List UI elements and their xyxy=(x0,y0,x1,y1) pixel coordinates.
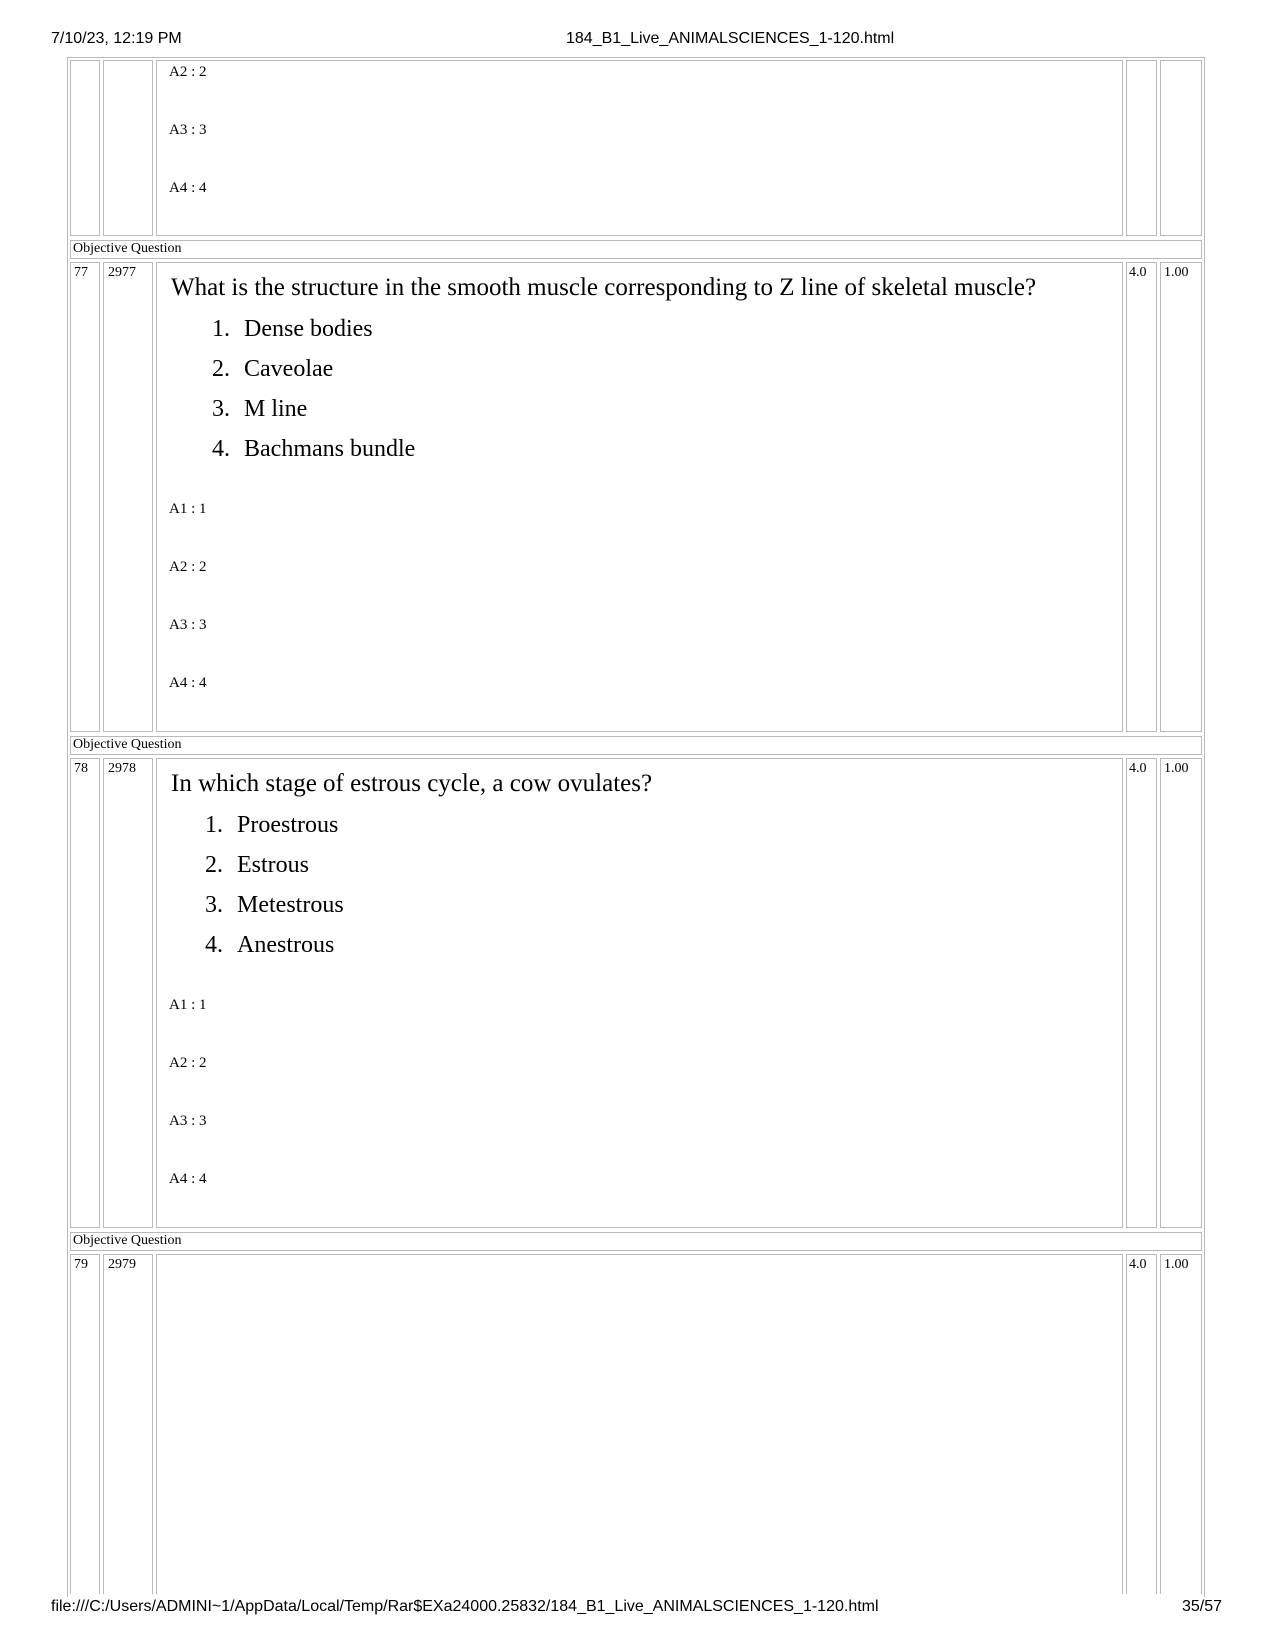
answer-option-3: A3 : 3 xyxy=(169,1113,207,1129)
question-type-label: Objective Question xyxy=(73,737,182,752)
option-number: 2. xyxy=(205,852,223,878)
question-negative-marks: 1.00 xyxy=(1164,265,1189,280)
print-file-title: 184_B1_Live_ANIMALSCIENCES_1-120.html xyxy=(566,30,895,47)
option-number: 3. xyxy=(212,396,230,422)
option-number: 4. xyxy=(205,932,223,958)
print-file-path: file:///C:/Users/ADMINI~1/AppData/Local/Temp/Rar$EXa24000.25832/184_B1_Live_ANIMALSCIENCES_1-120.html xyxy=(51,1598,879,1615)
question-negative-marks: 1.00 xyxy=(1164,1257,1189,1272)
answer-option-2: A2 : 2 xyxy=(169,559,207,575)
answer-option-4: A4 : 4 xyxy=(169,675,207,691)
answer-option-1: A1 : 1 xyxy=(169,997,207,1013)
question-type-label: Objective Question xyxy=(73,241,182,256)
question-id: 2978 xyxy=(108,761,136,776)
question-marks: 4.0 xyxy=(1129,761,1147,776)
question-marks: 4.0 xyxy=(1129,265,1147,280)
question-id: 2977 xyxy=(108,265,136,280)
question-negative-marks: 1.00 xyxy=(1164,761,1189,776)
answer-option-2: A2 : 2 xyxy=(169,1055,207,1071)
option-text: Estrous xyxy=(237,852,309,878)
answer-option-1: A1 : 1 xyxy=(169,501,207,517)
option-number: 2. xyxy=(212,356,230,382)
question-id: 2979 xyxy=(108,1257,136,1272)
option-text: M line xyxy=(244,396,308,422)
question-marks: 4.0 xyxy=(1129,1257,1147,1272)
question-text: What is the structure in the smooth muscle corresponding to Z line of skeletal muscle? xyxy=(171,274,1037,301)
answer-option-3: A3 : 3 xyxy=(169,617,207,633)
option-text: Bachmans bundle xyxy=(244,436,416,462)
option-text: Caveolae xyxy=(244,356,334,382)
prev-answer-2: A2 : 2 xyxy=(169,64,207,80)
answer-option-4: A4 : 4 xyxy=(169,1171,207,1187)
question-serial-number: 77 xyxy=(74,265,88,280)
option-text: Metestrous xyxy=(237,892,344,918)
prev-answer-3: A3 : 3 xyxy=(169,122,207,138)
option-number: 4. xyxy=(212,436,230,462)
option-text: Anestrous xyxy=(237,932,335,958)
option-text: Proestrous xyxy=(237,812,339,838)
question-text: In which stage of estrous cycle, a cow ovulates? xyxy=(171,770,653,797)
prev-answer-4: A4 : 4 xyxy=(169,180,207,196)
question-type-label: Objective Question xyxy=(73,1233,182,1248)
option-number: 1. xyxy=(205,812,223,838)
option-number: 3. xyxy=(205,892,223,918)
question-serial-number: 78 xyxy=(74,761,88,776)
option-number: 1. xyxy=(212,316,230,342)
option-text: Dense bodies xyxy=(244,316,373,342)
print-datetime: 7/10/23, 12:19 PM xyxy=(51,30,182,47)
question-serial-number: 79 xyxy=(74,1257,88,1272)
print-page-number: 35/57 xyxy=(1181,1598,1222,1615)
outer-table-frame xyxy=(67,57,1205,1597)
